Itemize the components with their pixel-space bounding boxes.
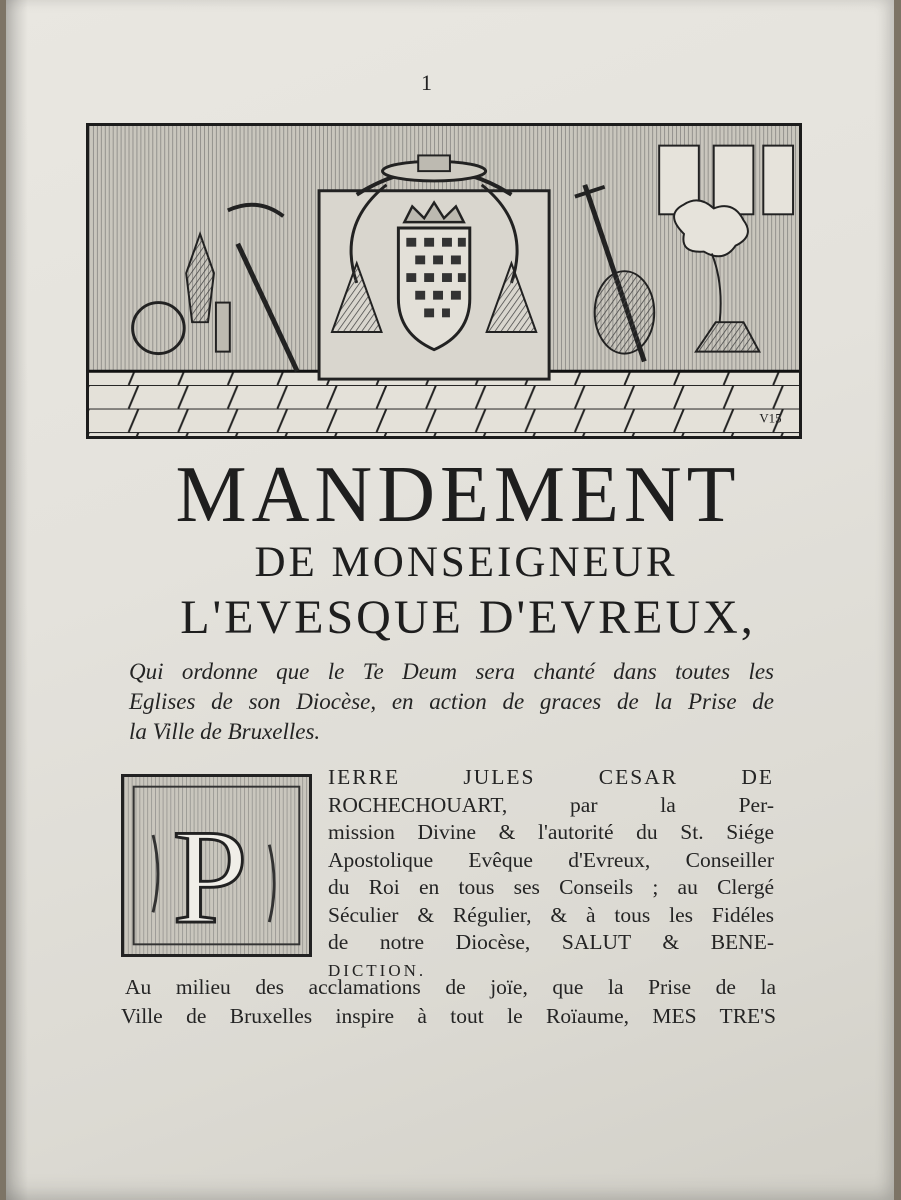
body-line: de notre Diocèse, SALUT & BENE-: [328, 930, 774, 954]
body-line: DICTION.: [328, 960, 427, 980]
body-line: du Roi en tous ses Conseils ; au Clergé: [328, 875, 774, 899]
title-mandement: MANDEMENT: [175, 451, 741, 539]
page-number: 1: [421, 70, 432, 95]
subtitle-line: Eglises de son Diocèse, en action de graces de la Prise de: [129, 689, 774, 714]
subtitle: [129, 657, 774, 747]
subtitle-line: la Ville de Bruxelles.: [129, 719, 321, 744]
body-line: Au milieu des acclamations de joïe, que la Prise de la: [125, 975, 776, 999]
document-page: [6, 0, 894, 1200]
body-line: IERRE JULES CESAR DE: [328, 765, 774, 789]
decorated-initial: [121, 774, 312, 957]
title-evesque-devreux: L'EVESQUE D'EVREUX,: [180, 591, 756, 644]
engraver-signature: V15: [759, 411, 782, 426]
subtitle-line: Qui ordonne que le Te Deum sera chanté dans toutes les: [129, 659, 774, 684]
second-paragraph: [121, 973, 776, 1031]
body-line: Apostolique Evêque d'Evreux, Conseiller: [328, 847, 774, 872]
woodcut-headpiece: [86, 123, 802, 439]
coat-of-arms-illustration: [89, 126, 799, 436]
body-line: Séculier & Régulier, & à tous les Fidéles: [328, 902, 774, 927]
opening-paragraph: [328, 764, 774, 984]
body-line: Ville de Bruxelles inspire à tout le Roïaume, MES TRE'S: [121, 1004, 776, 1028]
body-line: ROCHECHOUART, par la Per-: [328, 792, 774, 817]
initial-letter: P: [172, 802, 248, 953]
title-de-monseigneur: DE MONSEIGNEUR: [254, 539, 678, 586]
body-line: mission Divine & l'autorité du St. Siége: [328, 820, 774, 844]
